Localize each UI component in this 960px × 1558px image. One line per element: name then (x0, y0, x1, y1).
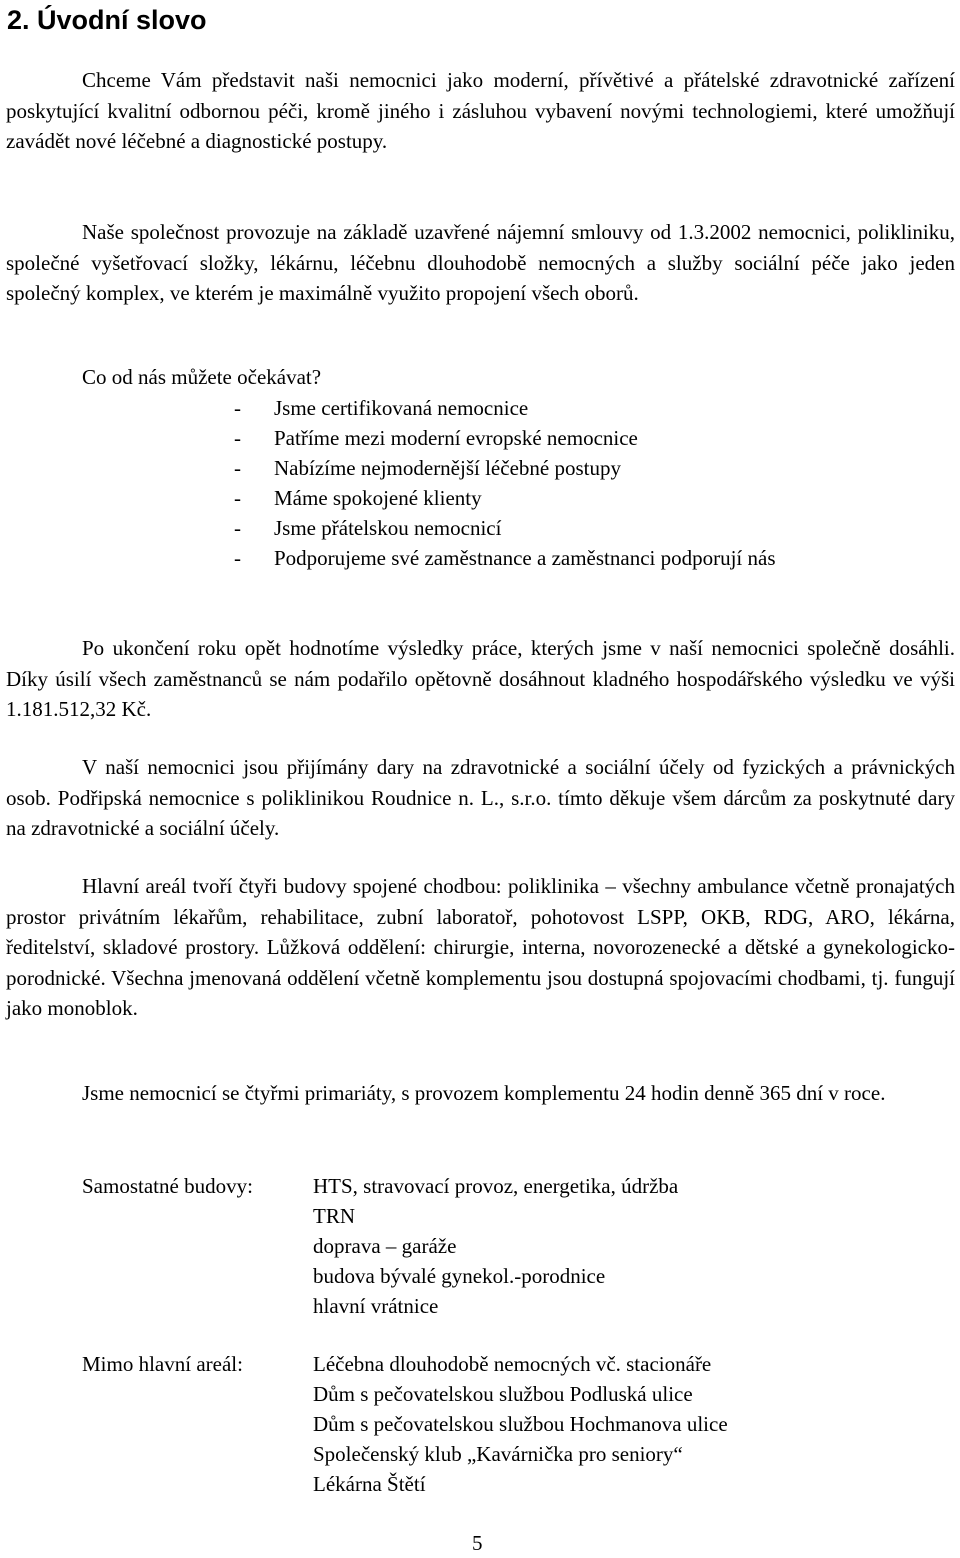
list-item: Dům s pečovatelskou službou Podluská ulice (313, 1382, 693, 1406)
company-paragraph: Naše společnost provozuje na základě uzavřené nájemní smlouvy od 1.3.2002 nemocnici, polikliniku, společné vyšetřovací složky, lékárnu, léčebnu dlouhodobě nemocných a služby sociální péče jako jeden společný komplex, ve kterém je maximálně využito propojení všech oborů. (6, 220, 955, 305)
list-item: TRN (313, 1204, 355, 1228)
list-item-text: Podporujeme své zaměstnance a zaměstnanci podporují nás (274, 546, 776, 570)
outside-campus-label: Mimo hlavní areál: (82, 1352, 243, 1376)
list-item (234, 423, 776, 453)
list-item (234, 543, 776, 573)
list-item-text: Nabízíme nejmodernější léčebné postupy (274, 456, 621, 480)
donations-paragraph: V naší nemocnici jsou přijímány dary na zdravotnické a sociální účely od fyzických a právnických osob. Podřipská nemocnice s poliklinikou Roudnice n. L., s.r.o. tímto děkuje všem dárcům za poskytnuté dary na zdravotnické a sociální účely. (6, 755, 955, 840)
results-paragraph: Po ukončení roku opět hodnotíme výsledky práce, kterých jsme v naší nemocnici společně dosáhli. Díky úsilí všech zaměstnanců se nám podařilo opětovně dosáhnout kladného hospodářského výsledku ve výši 1.181.512,32 Kč. (6, 636, 955, 721)
list-item: hlavní vrátnice (313, 1294, 439, 1318)
list-item: HTS, stravovací provoz, energetika, údržba (313, 1174, 679, 1198)
expectations-list (234, 393, 776, 573)
bullet-dash: - (234, 456, 241, 480)
page-number: 5 (472, 1531, 483, 1555)
list-item (234, 513, 776, 543)
standalone-buildings-label: Samostatné budovy: (82, 1174, 253, 1198)
campus-paragraph: Hlavní areál tvoří čtyři budovy spojené chodbou: poliklinika – všechny ambulance včetně pronajatých prostor privátním lékařům, rehabilitace, zubní laboratoř, pohotovost LSPP, OKB, RDG, ARO, lékárna, ředitelství, skladové prostory. Lůžková oddělení: chirurgie, interna, novorozenecké a dětské a gynekologicko-porodnické. Všechna jmenovaná oddělení včetně komplementu jsou dostupná spojovacími chodbami, tj. fungují jako monoblok. (6, 874, 955, 1020)
section-heading: 2. Úvodní slovo (7, 5, 207, 35)
list-item: budova bývalé gynekol.-porodnice (313, 1264, 606, 1288)
list-item: Společenský klub „Kavárnička pro seniory“ (313, 1442, 683, 1466)
list-item: Dům s pečovatelskou službou Hochmanova ulice (313, 1412, 728, 1436)
list-item-text: Patříme mezi moderní evropské nemocnice (274, 426, 638, 450)
bullet-dash: - (234, 516, 241, 540)
bullet-dash: - (234, 486, 241, 510)
bullet-dash: - (234, 546, 241, 570)
intro-paragraph: Chceme Vám představit naši nemocnici jako moderní, přívětivé a přátelské zdravotnické zařízení poskytující kvalitní odbornou péči, kromě jiného i zásluhou vybavení novými technologiemi, které umožňují zavádět nové léčebné a diagnostické postupy. (6, 68, 955, 153)
list-item-text: Jsme přátelskou nemocnicí (274, 516, 502, 540)
list-item: Lékárna Štětí (313, 1472, 426, 1496)
list-item (234, 453, 776, 483)
list-item (234, 393, 776, 423)
standalone-buildings-list (313, 1171, 678, 1321)
list-item (234, 483, 776, 513)
bullet-dash: - (234, 426, 241, 450)
list-item: Léčebna dlouhodobě nemocných vč. stacionáře (313, 1352, 712, 1376)
expectations-title: Co od nás můžete očekávat? (82, 365, 322, 389)
bullet-dash: - (234, 396, 241, 420)
list-item-text: Jsme certifikovaná nemocnice (274, 396, 529, 420)
primariates-paragraph: Jsme nemocnicí se čtyřmi primariáty, s provozem komplementu 24 hodin denně 365 dní v roce. (82, 1081, 886, 1105)
outside-campus-list (313, 1349, 728, 1499)
list-item-text: Máme spokojené klienty (274, 486, 482, 510)
list-item: doprava – garáže (313, 1234, 457, 1258)
